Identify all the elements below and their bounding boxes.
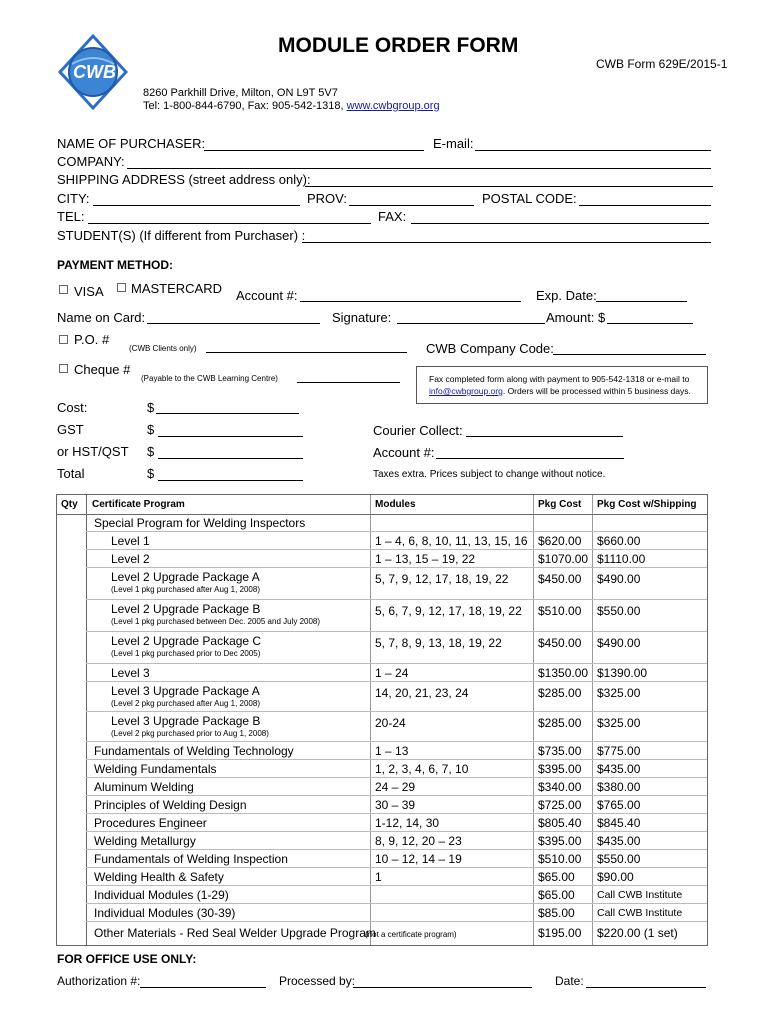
qty-input[interactable] (57, 531, 86, 549)
qty-input[interactable] (57, 813, 86, 831)
pkg-cost-shipping: $325.00 (597, 716, 641, 730)
table-row (57, 867, 707, 885)
city-label: CITY: (57, 191, 90, 206)
table-row (57, 921, 707, 945)
pkg-cost: $85.00 (538, 906, 575, 920)
module-table (56, 494, 708, 946)
date-field[interactable] (586, 987, 706, 988)
header-program: Certificate Program (92, 499, 185, 510)
po-field[interactable] (206, 352, 407, 353)
po-note: (CWB Clients only) (129, 344, 197, 353)
table-row (57, 813, 707, 831)
courier-account-field[interactable] (436, 458, 624, 459)
table-row (57, 711, 707, 741)
pkg-cost-shipping: Call CWB Institute (597, 889, 683, 901)
mastercard-checkbox[interactable] (117, 283, 126, 292)
students-field[interactable] (302, 242, 711, 243)
qty-input[interactable] (57, 631, 86, 663)
date-label: Date: (555, 974, 584, 988)
pkg-cost: $805.40 (538, 816, 582, 830)
visa-label: VISA (74, 284, 104, 299)
qty-input[interactable] (57, 549, 86, 567)
taxes-note: Taxes extra. Prices subject to change without notice. (373, 469, 606, 480)
company-code-label: CWB Company Code: (426, 341, 554, 356)
pkg-cost-shipping: $845.40 (597, 816, 641, 830)
city-field[interactable] (93, 205, 300, 206)
modules: 8, 9, 12, 20 – 23 (375, 834, 462, 848)
modules: 14, 20, 21, 23, 24 (375, 686, 469, 700)
pkg-cost: $285.00 (538, 686, 582, 700)
table-row (57, 885, 707, 903)
fax-label: FAX: (378, 209, 407, 224)
table-row (57, 777, 707, 795)
qty-input[interactable] (57, 867, 86, 885)
program-name: Fundamentals of Welding Technology (94, 744, 294, 758)
program-name: Level 3 (111, 666, 150, 680)
program-name: Level 1 (111, 534, 150, 548)
program-name: Procedures Engineer (94, 816, 207, 830)
section-title: Special Program for Welding Inspectors (94, 516, 306, 530)
table-row (57, 567, 707, 599)
po-checkbox[interactable] (59, 335, 68, 344)
amount-field[interactable] (607, 323, 693, 324)
hst-field[interactable] (158, 458, 303, 459)
postal-code-field[interactable] (579, 205, 711, 206)
pkg-cost-shipping: $550.00 (597, 604, 641, 618)
gst-field[interactable] (158, 436, 303, 437)
pkg-cost-shipping: $490.00 (597, 572, 641, 586)
table-row (57, 759, 707, 777)
qty-input[interactable] (57, 663, 86, 681)
program-name: Level 2 Upgrade Package B (111, 602, 261, 616)
total-field[interactable] (158, 480, 303, 481)
program-note: (Level 2 pkg purchased prior to Aug 1, 2008) (111, 729, 269, 738)
pkg-cost-shipping: $550.00 (597, 852, 641, 866)
pkg-cost: $450.00 (538, 636, 582, 650)
pkg-cost: $285.00 (538, 716, 582, 730)
name-on-card-field[interactable] (147, 323, 320, 324)
pkg-cost-shipping: Call CWB Institute (597, 907, 683, 919)
processed-by-field[interactable] (353, 987, 532, 988)
pkg-cost: $340.00 (538, 780, 582, 794)
pkg-cost-shipping: $490.00 (597, 636, 641, 650)
table-row (57, 741, 707, 759)
address: 8260 Parkhill Drive, Milton, ON L9T 5V7 (143, 87, 338, 99)
pkg-cost: $195.00 (538, 926, 582, 940)
program-note: (Level 1 pkg purchased between Dec. 2005 and July 2008) (111, 617, 321, 626)
program-note: (Level 1 pkg purchased after Aug 1, 2008) (111, 585, 260, 594)
program-name: Individual Modules (1-29) (94, 888, 229, 902)
po-label: P.O. # (74, 332, 110, 347)
pkg-cost-shipping: $220.00 (1 set) (597, 926, 678, 940)
pkg-cost-shipping: $660.00 (597, 534, 641, 548)
modules: 30 – 39 (375, 798, 416, 812)
authorization-field[interactable] (140, 987, 266, 988)
program-name: Other Materials - Red Seal Welder Upgrade Program (94, 926, 376, 940)
header-pkg-cost: Pkg Cost (538, 499, 582, 510)
cost-dollar: $ (147, 400, 155, 415)
program-note: (Level 1 pkg purchased prior to Dec 2005) (111, 649, 261, 658)
pkg-cost: $450.00 (538, 572, 582, 586)
pkg-cost-shipping: $435.00 (597, 834, 641, 848)
students-label: STUDENT(S) (If different from Purchaser) : (57, 228, 306, 243)
qty-input[interactable] (57, 777, 86, 795)
postal-code-label: POSTAL CODE: (482, 191, 577, 206)
modules: 1-12, 14, 30 (375, 816, 440, 830)
program-name: Welding Fundamentals (94, 762, 217, 776)
modules: 24 – 29 (375, 780, 416, 794)
email-field[interactable] (475, 150, 711, 151)
program-name: Individual Modules (30-39) (94, 906, 236, 920)
total-dollar: $ (147, 466, 155, 481)
fax-field[interactable] (411, 223, 709, 224)
qty-input[interactable] (57, 567, 86, 599)
hst-dollar: $ (147, 444, 155, 459)
hst-label: or HST/QST (57, 444, 129, 459)
modules: 5, 6, 7, 9, 12, 17, 18, 19, 22 (375, 604, 522, 618)
table-row (57, 549, 707, 567)
modules: 10 – 12, 14 – 19 (375, 852, 462, 866)
fax-note-tail: . Orders will be processed within 5 business days. (502, 386, 691, 396)
pkg-cost: $1350.00 (538, 666, 589, 680)
name-of-purchaser-field[interactable] (204, 150, 424, 151)
pkg-cost-shipping: $1110.00 (597, 552, 646, 566)
name-of-purchaser-label: NAME OF PURCHASER: (57, 136, 206, 151)
table-row (57, 681, 707, 711)
office-heading: FOR OFFICE USE ONLY: (57, 952, 197, 966)
account-label: Account #: (236, 288, 298, 303)
table-row (57, 795, 707, 813)
pkg-cost: $620.00 (538, 534, 582, 548)
contact-line (143, 100, 440, 112)
qty-input[interactable] (57, 849, 86, 867)
account-field[interactable] (300, 301, 521, 302)
table-row (57, 903, 707, 921)
gst-label: GST (57, 422, 84, 437)
pkg-cost: $510.00 (538, 604, 582, 618)
pkg-cost-shipping: $775.00 (597, 744, 641, 758)
header-pkg-ship: Pkg Cost w/Shipping (597, 499, 697, 510)
page-title: MODULE ORDER FORM (278, 34, 519, 57)
pkg-cost-shipping: $325.00 (597, 686, 641, 700)
amount-label: Amount: $ (546, 310, 606, 325)
program-name: Fundamentals of Welding Inspection (94, 852, 288, 866)
pkg-cost: $65.00 (538, 888, 575, 902)
modules: 1 – 13 (375, 744, 409, 758)
info-email-link[interactable]: info@cwbgroup.org (429, 386, 503, 396)
pkg-cost: $395.00 (538, 762, 582, 776)
courier-collect-label: Courier Collect: (373, 423, 463, 438)
pkg-cost: $725.00 (538, 798, 582, 812)
modules: 5, 7, 9, 12, 17, 18, 19, 22 (375, 572, 509, 586)
modules: 1 – 4, 6, 8, 10, 11, 13, 15, 16 (375, 534, 528, 548)
pkg-cost-shipping: $90.00 (597, 870, 634, 884)
program-name: Welding Metallurgy (94, 834, 196, 848)
modules: 5, 7, 8, 9, 13, 18, 19, 22 (375, 636, 502, 650)
program-name: Welding Health & Safety (94, 870, 224, 884)
header-qty: Qty (61, 499, 78, 510)
pkg-cost: $65.00 (538, 870, 575, 884)
mastercard-label: MASTERCARD (131, 281, 223, 296)
exp-date-label: Exp. Date: (536, 288, 597, 303)
cheque-note: (Payable to the CWB Learning Centre) (141, 374, 278, 383)
prov-field[interactable] (349, 205, 474, 206)
program-note: (not a certificate program) (365, 930, 457, 939)
form-code: CWB Form 629E/2015-1 (596, 57, 728, 71)
qty-input[interactable] (57, 759, 86, 777)
signature-label: Signature: (332, 310, 392, 325)
table-row (57, 531, 707, 549)
table-row (57, 849, 707, 867)
gst-dollar: $ (147, 422, 155, 437)
courier-collect-field[interactable] (466, 436, 623, 437)
authorization-label: Authorization #: (57, 974, 141, 988)
table-row (57, 831, 707, 849)
total-label: Total (57, 466, 85, 481)
website-link[interactable]: www.cwbgroup.org (346, 100, 440, 112)
modules: 1 – 13, 15 – 19, 22 (375, 552, 476, 566)
cost-field[interactable] (156, 413, 299, 414)
tel-label: TEL: (57, 209, 85, 224)
cheque-checkbox[interactable] (59, 364, 68, 373)
table-row (57, 663, 707, 681)
email-label: E-mail: (433, 136, 474, 151)
exp-date-field[interactable] (596, 301, 687, 302)
program-name: Level 3 Upgrade Package B (111, 714, 261, 728)
program-name: Level 3 Upgrade Package A (111, 684, 260, 698)
cost-label: Cost: (57, 400, 88, 415)
prov-label: PROV: (307, 191, 347, 206)
contact-text: Tel: 1-800-844-6790, Fax: 905-542-1318, (143, 100, 347, 112)
qty-input[interactable] (57, 599, 86, 631)
pkg-cost-shipping: $1390.00 (597, 666, 648, 680)
program-name: Principles of Welding Design (94, 798, 247, 812)
qty-input[interactable] (57, 681, 86, 711)
fax-note-box (416, 366, 708, 404)
visa-checkbox[interactable] (59, 285, 68, 294)
modules: 1 (375, 870, 382, 884)
pkg-cost-shipping: $435.00 (597, 762, 641, 776)
program-name: Level 2 Upgrade Package A (111, 570, 260, 584)
qty-input[interactable] (57, 885, 86, 903)
name-on-card-label: Name on Card: (57, 310, 146, 325)
fax-note-line1: Fax completed form along with payment to 905-542-1318 or e-mail to (429, 374, 690, 384)
program-name: Level 2 (111, 552, 150, 566)
header-modules: Modules (375, 499, 416, 510)
pkg-cost-shipping: $380.00 (597, 780, 641, 794)
qty-input[interactable] (57, 795, 86, 813)
company-label: COMPANY: (57, 154, 125, 169)
fax-note-line2 (429, 386, 691, 396)
processed-by-label: Processed by: (279, 974, 356, 988)
cheque-field[interactable] (297, 382, 400, 383)
pkg-cost-shipping: $765.00 (597, 798, 641, 812)
shipping-address-label: SHIPPING ADDRESS (street address only): (57, 172, 311, 187)
qty-input[interactable] (57, 711, 86, 741)
company-field[interactable] (127, 168, 711, 169)
company-code-field[interactable] (553, 354, 706, 355)
modules: 1, 2, 3, 4, 6, 7, 10 (375, 762, 469, 776)
pkg-cost: $735.00 (538, 744, 582, 758)
modules: 20-24 (375, 716, 406, 730)
program-name: Aluminum Welding (94, 780, 194, 794)
cheque-label: Cheque # (74, 362, 131, 377)
logo-text: CWB (73, 62, 116, 82)
qty-input[interactable] (57, 903, 86, 921)
qty-input[interactable] (57, 741, 86, 759)
tel-field[interactable] (88, 223, 371, 224)
program-note: (Level 2 pkg purchased after Aug 1, 2008) (111, 699, 260, 708)
pkg-cost: $510.00 (538, 852, 582, 866)
table-row (57, 599, 707, 631)
pkg-cost: $1070.00 (538, 552, 589, 566)
courier-account-label: Account #: (373, 445, 435, 460)
qty-input[interactable] (57, 831, 86, 849)
program-name: Level 2 Upgrade Package C (111, 634, 262, 648)
cwb-logo (58, 34, 128, 110)
table-row (57, 631, 707, 663)
qty-input[interactable] (57, 921, 86, 945)
pkg-cost: $395.00 (538, 834, 582, 848)
shipping-address-field[interactable] (305, 186, 713, 187)
modules: 1 – 24 (375, 666, 409, 680)
signature-field[interactable] (397, 323, 545, 324)
payment-method-heading: PAYMENT METHOD: (57, 258, 174, 272)
